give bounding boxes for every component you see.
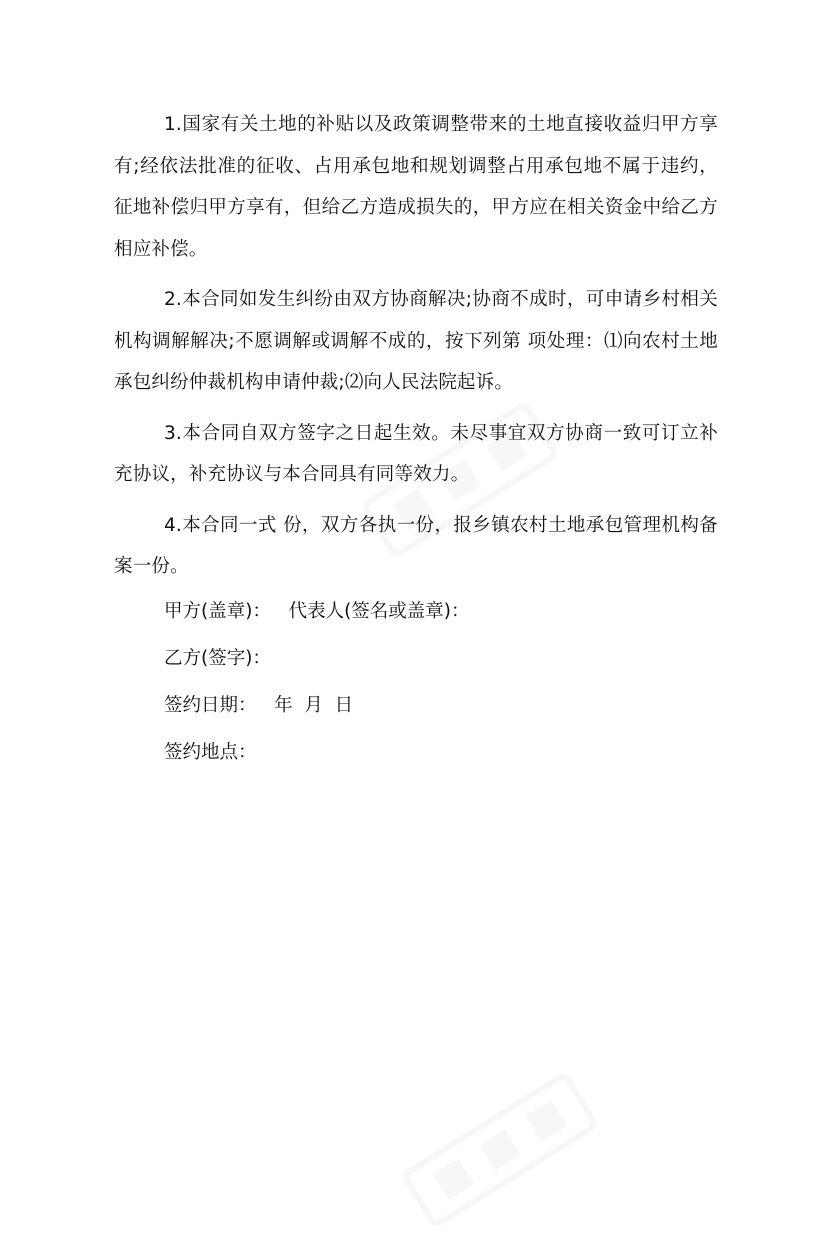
- clause-3: 3.本合同自双方签字之日起生效。未尽事宜双方协商一致可订立补充协议，补充协议与本合同具有同等效力。: [114, 422, 718, 485]
- party-b-signature-line: 乙方(签字)：: [164, 647, 271, 669]
- signing-date-line: 签约日期： 年 月 日: [164, 694, 354, 716]
- signing-place-line: 签约地点：: [164, 741, 257, 763]
- party-a-signature-line: 甲方(盖章)： 代表人(签名或盖章)：: [164, 600, 470, 622]
- clause-4: 4.本合同一式 份，双方各执一份，报乡镇农村土地承包管理机构备案一份。: [114, 514, 718, 577]
- document-body: [114, 104, 718, 785]
- watermark-logo-bottom: [394, 1063, 606, 1237]
- clause-2: 2.本合同如发生纠纷由双方协商解决;协商不成时，可申请乡村相关机构调解解决;不愿调解或调解不成的，按下列第 项处理：⑴向农村土地承包纠纷仲裁机构申请仲裁;⑵向人民法院起诉。: [114, 289, 718, 393]
- clause-1: 1.国家有关土地的补贴以及政策调整带来的土地直接收益归甲方享有;经依法批准的征收、占用承包地和规划调整占用承包地不属于违约，征地补偿归甲方享有，但给乙方造成损失的，甲方应在相关资金中给乙方相应补偿。: [114, 114, 718, 260]
